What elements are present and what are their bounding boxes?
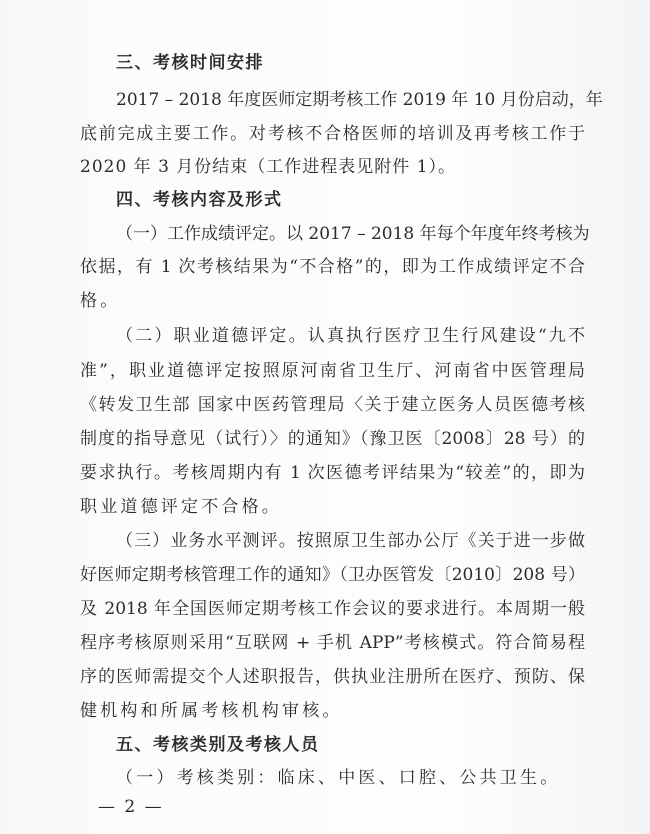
paragraph-line: 底前完成主要工作。对考核不合格医师的培训及再考核工作于 xyxy=(80,124,585,144)
paragraph-line: 制度的指导意见（试行）〉的通知》（豫卫医〔2008〕28 号）的 xyxy=(80,429,585,449)
paragraph-line: 序的医师需提交个人述职报告，供执业注册所在医疗、预防、保 xyxy=(80,667,585,687)
paragraph-line: （二）职业道德评定。认真执行医疗卫生行风建设“九不 xyxy=(116,326,585,346)
paragraph-line: 职业道德评定不合格。 xyxy=(80,497,282,517)
section-heading-schedule: 三、考核时间安排 xyxy=(116,53,264,73)
paragraph-line: 要求执行。考核周期内有 1 次医德考评结果为“较差”的，即为 xyxy=(80,463,585,483)
paragraph-line: （一）工作成绩评定。以 2017 – 2018 年每个年度年终考核为 xyxy=(116,224,590,244)
paragraph-line: （一）考核类别：临床、中医、口腔、公共卫生。 xyxy=(116,768,561,788)
paragraph-line: 格。 xyxy=(80,291,121,311)
paragraph-line: （三）业务水平测评。按照原卫生部办公厅《关于进一步做 xyxy=(116,531,585,551)
page-number: — 2 — xyxy=(98,797,164,817)
paragraph-line: 依据，有 1 次考核结果为“不合格”的，即为工作成绩评定不合 xyxy=(80,257,585,277)
paragraph-line: 准”，职业道德评定按照原河南省卫生厅、河南省中医管理局 xyxy=(80,361,585,381)
paragraph-line: 2017 – 2018 年度医师定期考核工作 2019 年 10 月份启动，年 xyxy=(116,90,603,110)
section-heading-categories-personnel: 五、考核类别及考核人员 xyxy=(116,735,320,755)
paragraph-line: 2020 年 3 月份结束（工作进程表见附件 1）。 xyxy=(80,157,457,177)
paragraph-line: 程序考核原则采用“互联网 + 手机 APP”考核模式。符合简易程 xyxy=(80,633,585,653)
paragraph-line: 健机构和所属考核机构审核。 xyxy=(80,701,343,721)
paragraph-line: 及 2018 年全国医师定期考核工作会议的要求进行。本周期一般 xyxy=(80,599,585,619)
section-heading-content-form: 四、考核内容及形式 xyxy=(116,190,283,210)
paragraph-line: 《转发卫生部 国家中医药管理局〈关于建立医务人员医德考核 xyxy=(80,395,585,415)
paragraph-line: 好医师定期考核管理工作的通知》（卫办医管发〔2010〕208 号） xyxy=(80,565,585,585)
